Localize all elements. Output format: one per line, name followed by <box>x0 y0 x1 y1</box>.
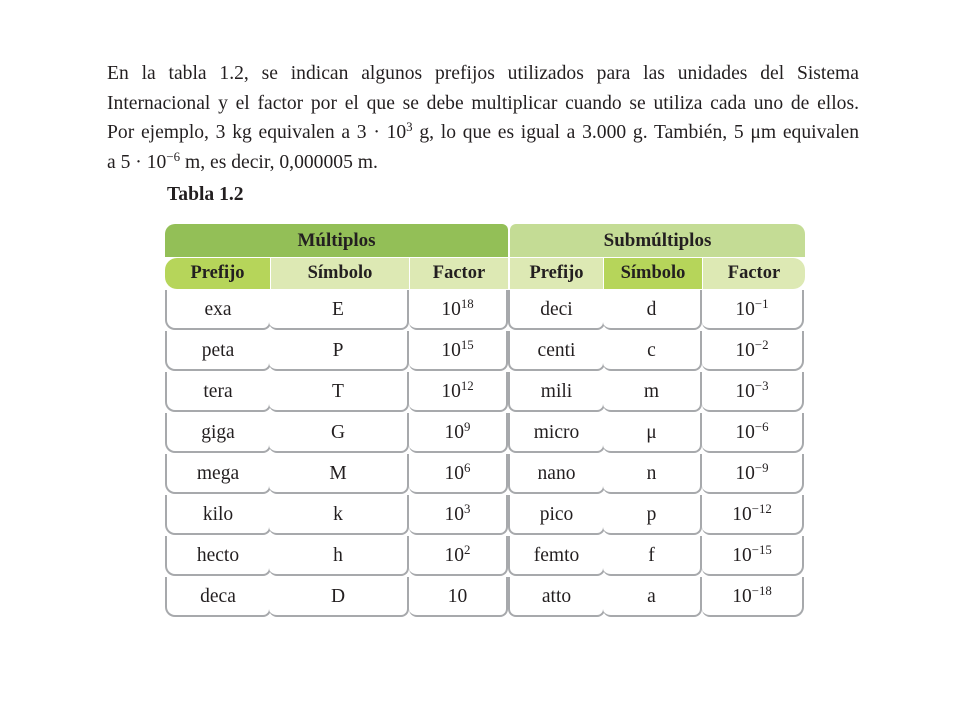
multiple-factor-cell <box>409 577 508 617</box>
factor-exponent: −1 <box>754 296 769 311</box>
submultiple-factor-cell <box>702 454 804 494</box>
column-header-symbol: Símbolo <box>271 258 409 289</box>
multiple-prefix-cell: hecto <box>165 536 271 576</box>
multiple-prefix-cell: deca <box>165 577 271 617</box>
factor-exponent: 12 <box>460 378 474 393</box>
factor-exponent: −15 <box>751 542 772 557</box>
submultiple-symbol-cell: n <box>603 454 702 494</box>
factor-exponent: −12 <box>751 501 772 516</box>
group-header-multiples: Múltiplos <box>165 224 508 257</box>
multiple-factor-cell <box>409 454 508 494</box>
intro-paragraph <box>107 59 859 177</box>
submultiple-prefix-cell: nano <box>508 454 605 494</box>
table-row <box>165 372 805 413</box>
factor-exponent: −2 <box>754 337 769 352</box>
factor-exponent: −18 <box>751 583 772 598</box>
multiple-symbol-cell: P <box>269 331 409 371</box>
factor-base: 10 <box>444 545 465 566</box>
multiple-prefix-cell: peta <box>165 331 271 371</box>
submultiple-factor-cell <box>702 577 804 617</box>
paragraph-line: En la tabla 1.2, se indican algunos prefijos utilizados para las unidades del Sistema <box>107 63 859 84</box>
multiple-factor-cell <box>409 413 508 453</box>
factor-exponent: 18 <box>460 296 474 311</box>
factor-base: 10 <box>732 586 752 607</box>
multiple-factor-cell <box>409 495 508 535</box>
paragraph-exponent: −6 <box>166 148 181 164</box>
column-header-prefix: Prefijo <box>510 258 603 289</box>
paragraph-text: Por ejemplo, 3 kg equivalen a 3 · 10 <box>107 122 407 143</box>
multiple-prefix-cell: exa <box>165 290 271 330</box>
submultiple-factor-cell <box>702 331 804 371</box>
paragraph-text: g, lo que es igual a 3.000 g. También, 5 μm equivalen <box>412 122 860 143</box>
factor-base: 10 <box>444 463 465 484</box>
table-row <box>165 536 805 577</box>
factor-exponent: 15 <box>460 337 474 352</box>
table-row <box>165 413 805 454</box>
paragraph-text: a 5 · 10 <box>107 151 167 173</box>
multiple-symbol-cell: T <box>269 372 409 412</box>
submultiple-factor-cell <box>702 372 804 412</box>
submultiple-factor-cell <box>702 413 804 453</box>
submultiple-prefix-cell: micro <box>508 413 605 453</box>
factor-exponent: −3 <box>754 378 769 393</box>
multiple-symbol-cell: G <box>269 413 409 453</box>
multiple-symbol-cell: k <box>269 495 409 535</box>
factor-base: 10 <box>447 586 468 607</box>
factor-base: 10 <box>441 340 461 361</box>
submultiple-symbol-cell: a <box>603 577 702 617</box>
table-row <box>165 331 805 372</box>
column-header-factor: Factor <box>410 258 508 289</box>
submultiple-prefix-cell: femto <box>508 536 605 576</box>
paragraph-line: Internacional y el factor por el que se debe multiplicar cuando se utiliza cada uno de ellos. <box>107 92 859 114</box>
multiple-prefix-cell: giga <box>165 413 271 453</box>
multiple-factor-cell <box>409 331 508 371</box>
table-row <box>165 495 805 536</box>
group-header-submultiples: Submúltiplos <box>510 224 805 257</box>
submultiple-factor-cell <box>702 495 804 535</box>
paragraph-line <box>107 148 859 178</box>
multiple-prefix-cell: mega <box>165 454 271 494</box>
multiple-factor-cell <box>409 536 508 576</box>
factor-base: 10 <box>735 381 755 402</box>
multiple-symbol-cell: E <box>269 290 409 330</box>
table-row <box>165 577 805 618</box>
submultiple-symbol-cell: c <box>603 331 702 371</box>
factor-base: 10 <box>735 340 755 361</box>
factor-exponent: 2 <box>464 542 471 557</box>
multiple-symbol-cell: D <box>269 577 409 617</box>
table-caption: Tabla 1.2 <box>167 184 244 205</box>
column-header-factor: Factor <box>703 258 805 289</box>
multiple-factor-cell <box>409 290 508 330</box>
submultiple-prefix-cell: atto <box>508 577 605 617</box>
column-header-prefix: Prefijo <box>165 258 270 289</box>
submultiple-prefix-cell: deci <box>508 290 605 330</box>
submultiple-prefix-cell: mili <box>508 372 605 412</box>
factor-base: 10 <box>441 381 461 402</box>
submultiple-symbol-cell: f <box>603 536 702 576</box>
factor-base: 10 <box>444 422 465 443</box>
factor-base: 10 <box>735 422 755 443</box>
factor-base: 10 <box>441 299 461 320</box>
submultiple-symbol-cell: p <box>603 495 702 535</box>
paragraph-text: m, es decir, 0,000005 m. <box>180 151 378 173</box>
multiple-prefix-cell: kilo <box>165 495 271 535</box>
submultiple-factor-cell <box>702 290 804 330</box>
factor-exponent: 6 <box>464 460 471 475</box>
prefix-table <box>165 224 805 618</box>
multiple-symbol-cell: M <box>269 454 409 494</box>
factor-base: 10 <box>444 504 465 525</box>
paragraph-line <box>107 118 859 148</box>
factor-exponent: −6 <box>754 419 769 434</box>
factor-base: 10 <box>732 545 752 566</box>
factor-exponent: 3 <box>464 501 471 516</box>
table-row <box>165 454 805 495</box>
factor-base: 10 <box>735 463 755 484</box>
submultiple-prefix-cell: pico <box>508 495 605 535</box>
column-header-symbol: Símbolo <box>604 258 702 289</box>
submultiple-symbol-cell: m <box>603 372 702 412</box>
multiple-prefix-cell: tera <box>165 372 271 412</box>
submultiple-symbol-cell: μ <box>603 413 702 453</box>
submultiple-prefix-cell: centi <box>508 331 605 371</box>
paragraph-exponent: 3 <box>406 118 413 134</box>
submultiple-factor-cell <box>702 536 804 576</box>
table-row <box>165 290 805 331</box>
multiple-factor-cell <box>409 372 508 412</box>
table-body <box>165 290 805 618</box>
factor-exponent: 9 <box>464 419 471 434</box>
submultiple-symbol-cell: d <box>603 290 702 330</box>
factor-base: 10 <box>735 299 755 320</box>
multiple-symbol-cell: h <box>269 536 409 576</box>
factor-base: 10 <box>732 504 752 525</box>
factor-exponent: −9 <box>754 460 769 475</box>
